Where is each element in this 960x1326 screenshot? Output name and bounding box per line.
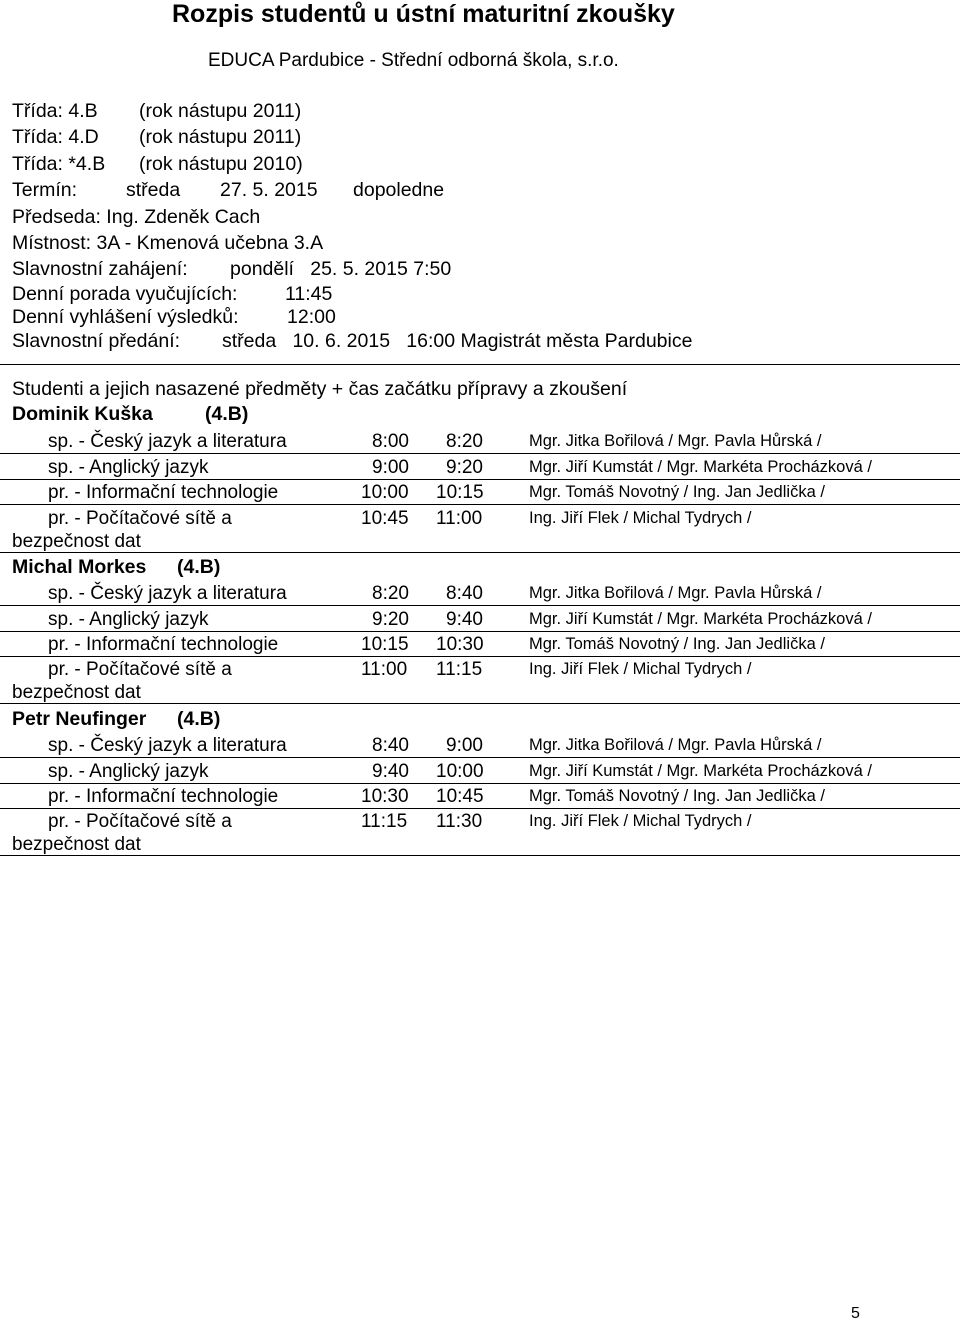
class-label: Třída: 4.D — [12, 126, 99, 148]
divider — [0, 364, 960, 365]
teachers: Mgr. Jitka Bořilová / Mgr. Pavla Hůrská / — [529, 432, 822, 450]
prep-time: 10:30 — [361, 786, 409, 807]
ceremony-label: Slavnostní předání: — [12, 330, 181, 352]
opening-line — [12, 258, 452, 281]
subject-row — [0, 808, 960, 856]
exam-time: 11:15 — [436, 659, 483, 680]
subject-row — [0, 606, 960, 632]
ceremony-line — [12, 330, 693, 353]
teachers: Ing. Jiří Flek / Michal Tydrych / — [529, 812, 752, 830]
exam-time: 10:15 — [436, 482, 484, 503]
school-name: EDUCA Pardubice - Střední odborná škola, s.r.o. — [208, 50, 619, 71]
teachers: Mgr. Jiří Kumstát / Mgr. Markéta Procházková / — [529, 610, 872, 628]
prep-time: 11:00 — [361, 659, 408, 680]
term-line — [12, 179, 445, 202]
opening-value: pondělí 25. 5. 2015 7:50 — [230, 258, 452, 280]
subject-cont: bezpečnost dat — [12, 834, 141, 855]
subject: sp. - Anglický jazyk — [48, 761, 209, 782]
subject-row — [0, 732, 960, 758]
meeting-label: Denní porada vyučujících: — [12, 283, 238, 305]
subject: pr. - Počítačové sítě a — [48, 659, 232, 680]
section-heading: Studenti a jejich nasazené předměty + čas začátku přípravy a zkoušení — [12, 378, 628, 400]
class-year: (rok nástupu 2011) — [139, 100, 302, 122]
term-day: středa — [126, 179, 181, 201]
subject: pr. - Informační technologie — [48, 482, 279, 503]
subject: sp. - Český jazyk a literatura — [48, 735, 287, 756]
prep-time: 8:20 — [372, 583, 409, 604]
prep-time: 10:15 — [361, 634, 409, 655]
results-line — [12, 306, 336, 329]
teachers: Mgr. Tomáš Novotný / Ing. Jan Jedlička / — [529, 483, 825, 501]
subject: pr. - Informační technologie — [48, 634, 279, 655]
class-label: Třída: 4.B — [12, 100, 98, 122]
meeting-value: 11:45 — [285, 283, 333, 305]
subject-row — [0, 479, 960, 505]
prep-time: 9:40 — [372, 761, 409, 782]
subject-row — [0, 656, 960, 704]
subject-row — [0, 428, 960, 454]
exam-time: 10:00 — [436, 761, 484, 782]
student-name: Michal Morkes — [12, 556, 147, 578]
subject-row — [0, 580, 960, 606]
teachers: Mgr. Jitka Bořilová / Mgr. Pavla Hůrská / — [529, 736, 822, 754]
subject: sp. - Český jazyk a literatura — [48, 583, 287, 604]
teachers: Ing. Jiří Flek / Michal Tydrych / — [529, 509, 752, 527]
student-name: Dominik Kuška — [12, 403, 153, 425]
prep-time: 8:00 — [372, 431, 409, 452]
exam-time: 9:00 — [446, 735, 483, 756]
subject-row — [0, 454, 960, 480]
exam-time: 9:40 — [446, 609, 483, 630]
exam-time: 11:30 — [436, 811, 483, 832]
meeting-line — [12, 283, 333, 306]
prep-time: 10:45 — [361, 508, 409, 529]
prep-time: 9:00 — [372, 457, 409, 478]
subject-row — [0, 758, 960, 784]
teachers: Ing. Jiří Flek / Michal Tydrych / — [529, 660, 752, 678]
class-line — [12, 100, 302, 123]
student-class: (4.B) — [205, 403, 249, 425]
subject: pr. - Počítačové sítě a — [48, 508, 232, 529]
class-line — [12, 153, 303, 176]
class-label: Třída: *4.B — [12, 153, 106, 175]
teachers: Mgr. Jitka Bořilová / Mgr. Pavla Hůrská / — [529, 584, 822, 602]
chair-line: Předseda: Ing. Zdeněk Cach — [12, 206, 261, 228]
results-label: Denní vyhlášení výsledků: — [12, 306, 239, 328]
subject: sp. - Anglický jazyk — [48, 457, 209, 478]
teachers: Mgr. Tomáš Novotný / Ing. Jan Jedlička / — [529, 635, 825, 653]
class-year: (rok nástupu 2010) — [139, 153, 303, 175]
subject: sp. - Český jazyk a literatura — [48, 431, 287, 452]
subject-row — [0, 631, 960, 657]
prep-time: 11:15 — [361, 811, 408, 832]
subject-cont: bezpečnost dat — [12, 682, 141, 703]
exam-time: 8:20 — [446, 431, 483, 452]
subject-row — [0, 505, 960, 553]
teachers: Mgr. Jiří Kumstát / Mgr. Markéta Procházková / — [529, 458, 872, 476]
student-class: (4.B) — [177, 708, 221, 730]
subject-row — [0, 783, 960, 809]
prep-time: 10:00 — [361, 482, 409, 503]
subject: sp. - Anglický jazyk — [48, 609, 209, 630]
subject: pr. - Počítačové sítě a — [48, 811, 232, 832]
room-line: Místnost: 3A - Kmenová učebna 3.A — [12, 232, 324, 254]
term-date: 27. 5. 2015 — [220, 179, 318, 201]
class-year: (rok nástupu 2011) — [139, 126, 302, 148]
exam-time: 10:30 — [436, 634, 484, 655]
prep-time: 9:20 — [372, 609, 409, 630]
prep-time: 8:40 — [372, 735, 409, 756]
term-label: Termín: — [12, 179, 78, 201]
exam-time: 8:40 — [446, 583, 483, 604]
page-title: Rozpis studentů u ústní maturitní zkoušky — [172, 0, 675, 28]
results-value: 12:00 — [287, 306, 336, 328]
term-part: dopoledne — [353, 179, 445, 201]
teachers: Mgr. Tomáš Novotný / Ing. Jan Jedlička / — [529, 787, 825, 805]
teachers: Mgr. Jiří Kumstát / Mgr. Markéta Procházková / — [529, 762, 872, 780]
student-name: Petr Neufinger — [12, 708, 147, 730]
exam-time: 9:20 — [446, 457, 483, 478]
exam-time: 10:45 — [436, 786, 484, 807]
ceremony-value: středa 10. 6. 2015 16:00 Magistrát města Pardubice — [222, 330, 693, 352]
class-line — [12, 126, 302, 149]
student-class: (4.B) — [177, 556, 221, 578]
subject: pr. - Informační technologie — [48, 786, 279, 807]
page-number: 5 — [851, 1305, 860, 1322]
subject-cont: bezpečnost dat — [12, 531, 141, 552]
opening-label: Slavnostní zahájení: — [12, 258, 188, 280]
exam-time: 11:00 — [436, 508, 483, 529]
